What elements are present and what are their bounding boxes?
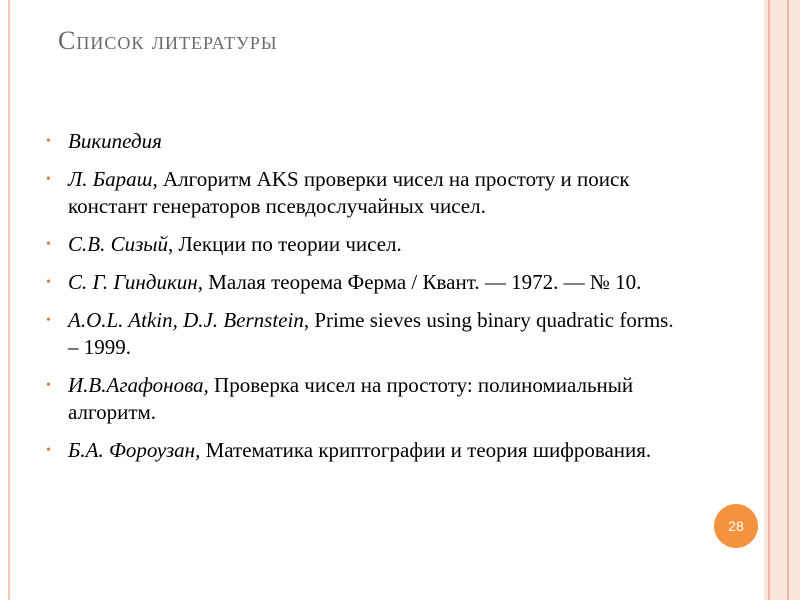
bullet-icon: •: [46, 134, 51, 149]
reference-text: Малая теорема Ферма / Квант. — 1972. — № 10.: [202, 270, 642, 294]
reference-author: С. Г. Гиндикин,: [68, 270, 203, 294]
reference-item: [46, 372, 686, 426]
reference-item: [46, 269, 686, 296]
bullet-icon: •: [46, 172, 51, 187]
reference-item: [46, 128, 686, 155]
bullet-icon: •: [46, 378, 51, 393]
reference-author: Б.А. Фороузан,: [68, 438, 201, 462]
bullet-icon: •: [46, 313, 51, 328]
slide-title: Список литературы: [58, 26, 278, 55]
reference-author: A.O.L. Atkin, D.J. Bernstein: [68, 308, 304, 332]
reference-author: И.В.Агафонова,: [68, 373, 209, 397]
reference-list: [46, 128, 686, 475]
reference-author: Википедия: [68, 129, 162, 153]
page-number-badge: 28: [714, 504, 758, 548]
reference-text: , Prime sieves using binary quadratic forms. – 1999.: [68, 308, 674, 359]
bullet-icon: •: [46, 443, 51, 458]
bullet-icon: •: [46, 275, 51, 290]
right-border-line: [787, 0, 789, 600]
right-border-line: [768, 0, 770, 600]
reference-text: Математика криптографии и теория шифрования.: [200, 438, 652, 462]
reference-text: Проверка чисел на простоту: полиномиальный алгоритм.: [68, 373, 634, 424]
reference-author: Л. Бараш: [68, 167, 153, 191]
left-border-line: [8, 0, 10, 600]
reference-author: С.В. Сизый: [68, 232, 169, 256]
reference-item: [46, 166, 686, 220]
reference-item: [46, 307, 686, 361]
reference-text: , Лекции по теории чисел.: [168, 232, 402, 256]
reference-item: [46, 437, 686, 464]
bullet-icon: •: [46, 237, 51, 252]
reference-text: , Алгоритм AKS проверки чисел на простоту и поиск констант генераторов псевдослучайных чисел.: [68, 167, 630, 218]
reference-item: [46, 231, 686, 258]
